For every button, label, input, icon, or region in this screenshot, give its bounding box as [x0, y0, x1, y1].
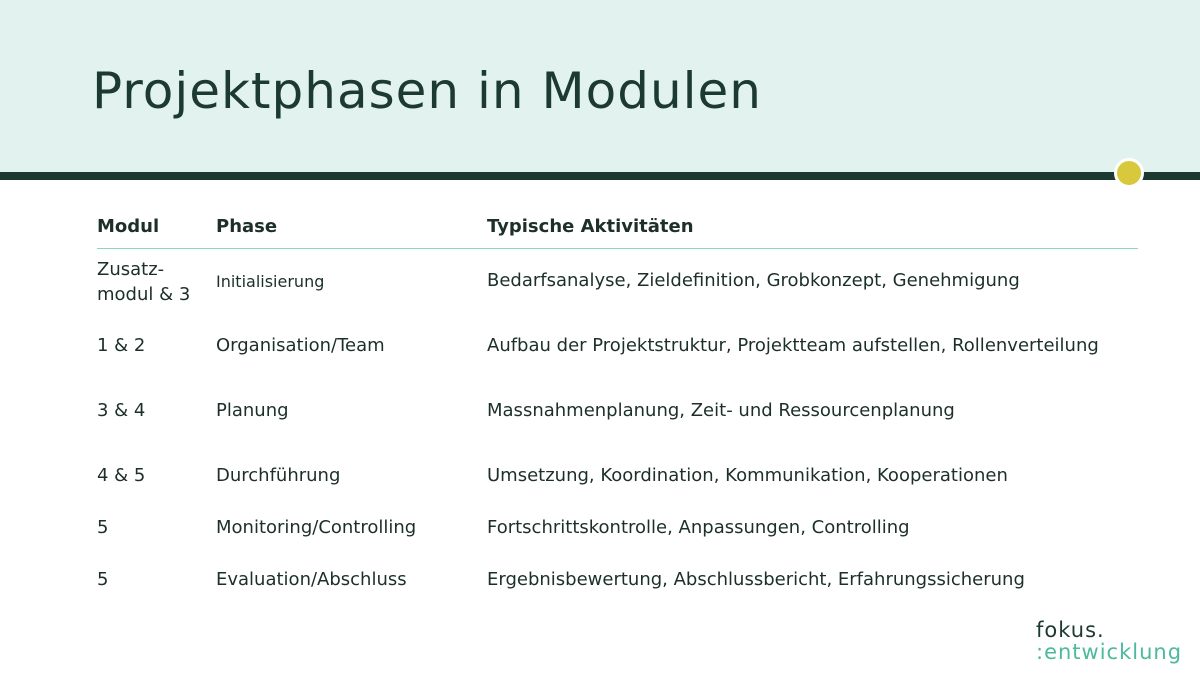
header-phase: Phase	[216, 216, 278, 237]
table-row	[97, 494, 1138, 546]
cell-phase: Monitoring/Controlling	[216, 517, 417, 538]
phases-table	[97, 208, 1138, 598]
cell-phase: Durchführung	[216, 465, 341, 486]
cell-aktivitaeten: Umsetzung, Koordination, Kommunikation, Kooperationen	[487, 465, 1008, 486]
logo-line1: fokus.	[1036, 618, 1105, 642]
header-modul: Modul	[97, 216, 160, 237]
cell-modul: 1 & 2	[97, 335, 146, 356]
cell-phase: Initialisierung	[216, 272, 325, 291]
header-divider	[0, 172, 1200, 180]
cell-modul: 4 & 5	[97, 465, 146, 486]
cell-aktivitaeten: Fortschrittskontrolle, Anpassungen, Controlling	[487, 517, 910, 538]
cell-aktivitaeten: Aufbau der Projektstruktur, Projektteam aufstellen, Rollenverteilung	[487, 335, 1099, 356]
cell-aktivitaeten: Massnahmenplanung, Zeit- und Ressourcenplanung	[487, 400, 955, 421]
slide-title: Projektphasen in Modulen	[92, 62, 762, 120]
cell-modul: 5	[97, 569, 109, 590]
cell-phase: Evaluation/Abschluss	[216, 569, 407, 590]
cell-aktivitaeten: Bedarfsanalyse, Zieldefinition, Grobkonzept, Genehmigung	[487, 270, 1020, 291]
table-header	[97, 208, 1138, 249]
cell-modul: 3 & 4	[97, 400, 146, 421]
cell-modul: 5	[97, 517, 109, 538]
table-row	[97, 377, 1138, 442]
brand-logo	[1036, 618, 1186, 668]
table-row	[97, 249, 1138, 313]
table-row	[97, 313, 1138, 377]
logo-line2: :entwicklung	[1036, 640, 1183, 664]
table-row	[97, 546, 1138, 598]
table-row	[97, 442, 1138, 494]
header-aktivitaeten: Typische Aktivitäten	[487, 216, 694, 237]
cell-phase: Planung	[216, 400, 289, 421]
cell-phase: Organisation/Team	[216, 335, 385, 356]
cell-aktivitaeten: Ergebnisbewertung, Abschlussbericht, Erfahrungssicherung	[487, 569, 1025, 590]
accent-dot	[1114, 158, 1144, 188]
cell-modul: Zusatz-modul & 3	[97, 259, 191, 305]
